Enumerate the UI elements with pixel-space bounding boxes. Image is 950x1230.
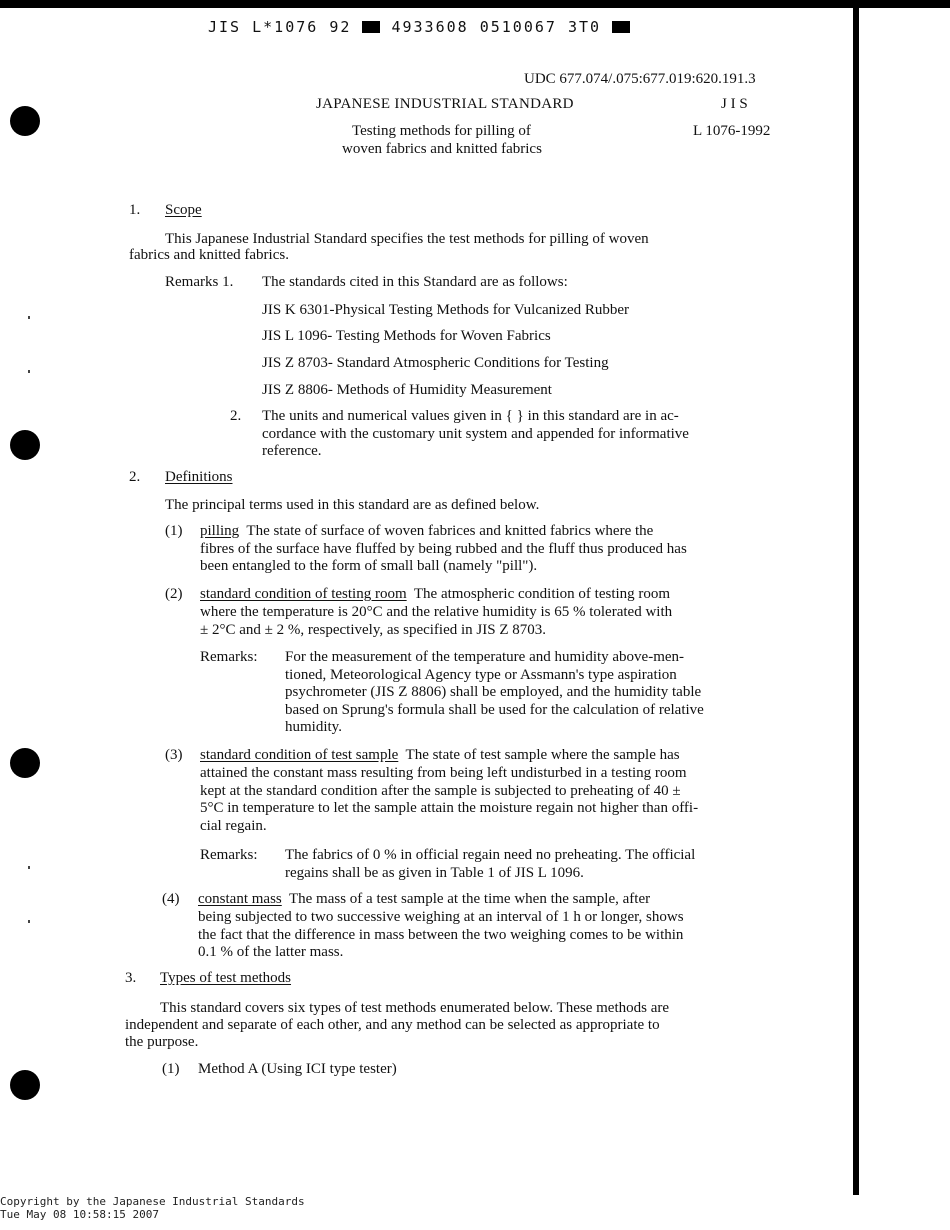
udc-number: UDC 677.074/.075:677.019:620.191.3	[524, 71, 756, 87]
copyright-line: Copyright by the Japanese Industrial Standards	[0, 1195, 305, 1208]
remark-line: reference.	[262, 443, 322, 459]
timestamp-line: Tue May 08 10:58:15 2007	[0, 1208, 159, 1221]
scan-speck	[28, 370, 30, 373]
definition-term: standard condition of test sample	[200, 747, 399, 763]
remarks-line: based on Sprung's formula shall be used for the calculation of relative	[285, 702, 704, 718]
scan-speck	[28, 866, 30, 869]
paragraph-line: This standard covers six types of test methods enumerated below. These methods are	[160, 1000, 670, 1016]
remarks-label: Remarks 1.	[165, 274, 234, 290]
black-block-icon	[612, 21, 630, 33]
definition-line: been entangled to the form of small ball (namely "pill").	[200, 558, 538, 574]
definition-text: The state of test sample where the sample has	[398, 747, 680, 763]
cited-standard: JIS Z 8703- Standard Atmospheric Conditions for Testing	[262, 355, 609, 371]
remark-number: 2.	[230, 408, 242, 424]
section-heading-definitions: Definitions	[165, 469, 233, 485]
cited-standard: JIS K 6301-Physical Testing Methods for Vulcanized Rubber	[262, 302, 630, 318]
definition-text: The state of surface of woven fabrices and knitted fabrics where the	[239, 523, 654, 539]
document-code: JIS L*1076 92	[208, 18, 352, 36]
remarks-line: The fabrics of 0 % in official regain need no preheating. The official	[285, 847, 696, 863]
remark-line: cordance with the customary unit system and appended for informative	[262, 426, 689, 442]
definition-number: (2)	[165, 586, 183, 602]
definition-term: standard condition of testing room	[200, 586, 407, 602]
standard-type: JAPANESE INDUSTRIAL STANDARD	[316, 96, 574, 112]
scan-right-border	[853, 0, 859, 1195]
definition-line: the fact that the difference in mass between the two weighing comes to be within	[198, 927, 684, 943]
punch-hole-icon	[10, 748, 40, 778]
definition-line: cial regain.	[200, 818, 267, 834]
paragraph-line: This Japanese Industrial Standard specifies the test methods for pilling of woven	[165, 231, 649, 247]
punch-hole-icon	[10, 430, 40, 460]
remarks-label: Remarks:	[200, 649, 258, 665]
paragraph-line: independent and separate of each other, and any method can be selected as appropriate to	[125, 1017, 660, 1033]
paragraph-line: the purpose.	[125, 1034, 199, 1050]
section-heading-scope: Scope	[165, 202, 202, 218]
section-number: 2.	[129, 469, 141, 485]
definition-line: being subjected to two successive weighing at an interval of 1 h or longer, shows	[198, 909, 684, 925]
jis-mark: J I S	[721, 96, 748, 112]
definition-text: The mass of a test sample at the time when the sample, after	[281, 891, 651, 907]
section-number: 3.	[125, 970, 137, 986]
definition-line: attained the constant mass resulting from being left undisturbed in a testing room	[200, 765, 687, 781]
definition-line: where the temperature is 20°C and the relative humidity is 65 % tolerated with	[200, 604, 673, 620]
definition-number: (4)	[162, 891, 180, 907]
cited-standard: JIS Z 8806- Methods of Humidity Measurement	[262, 382, 552, 398]
remarks-line: tioned, Meteorological Agency type or Assmann's type aspiration	[285, 667, 677, 683]
punch-hole-icon	[10, 106, 40, 136]
definition-term: constant mass	[198, 891, 282, 907]
title-line-2: woven fabrics and knitted fabrics	[342, 141, 542, 157]
definition-first-line	[200, 585, 670, 603]
remark-line: The units and numerical values given in { } in this standard are in ac-	[262, 408, 679, 424]
remarks-label: Remarks:	[200, 847, 258, 863]
remarks-text: The standards cited in this Standard are as follows:	[262, 274, 568, 290]
definition-text: The atmospheric condition of testing room	[406, 586, 671, 602]
section-heading-test-methods: Types of test methods	[160, 970, 292, 986]
definition-number: (1)	[165, 523, 183, 539]
punch-hole-icon	[10, 1070, 40, 1100]
paragraph-line: The principal terms used in this standard are as defined below.	[165, 497, 540, 513]
definition-line: 5°C in temperature to let the sample attain the moisture regain not higher than offi-	[200, 800, 699, 816]
scan-speck	[28, 920, 30, 923]
document-code-line	[208, 18, 630, 36]
definition-line: fibres of the surface have fluffed by being rubbed and the fluff thus produced has	[200, 541, 687, 557]
copyright-footer	[0, 1195, 305, 1221]
remarks-line: psychrometer (JIS Z 8806) shall be employed, and the humidity table	[285, 684, 702, 700]
standard-number: L 1076-1992	[693, 123, 771, 139]
remarks-line: For the measurement of the temperature and humidity above-men-	[285, 649, 685, 665]
definition-line: kept at the standard condition after the sample is subjected to preheating of 40 ±	[200, 783, 681, 799]
definition-line: 0.1 % of the latter mass.	[198, 944, 344, 960]
list-item-number: (1)	[162, 1061, 180, 1077]
definition-first-line	[198, 890, 650, 908]
paragraph-line: fabrics and knitted fabrics.	[129, 247, 289, 263]
section-number: 1.	[129, 202, 141, 218]
definition-first-line	[200, 522, 653, 540]
scan-speck	[28, 316, 30, 319]
definition-first-line	[200, 746, 680, 764]
definition-line: ± 2°C and ± 2 %, respectively, as specified in JIS Z 8703.	[200, 622, 547, 638]
black-block-icon	[362, 21, 380, 33]
title-line-1: Testing methods for pilling of	[352, 123, 531, 139]
definition-number: (3)	[165, 747, 183, 763]
remarks-line: humidity.	[285, 719, 342, 735]
document-barcode-number: 4933608 0510067 3T0	[391, 18, 602, 36]
definition-term: pilling	[200, 523, 240, 539]
scan-top-border	[0, 0, 950, 8]
list-item-text: Method A (Using ICI type tester)	[198, 1061, 397, 1077]
cited-standard: JIS L 1096- Testing Methods for Woven Fabrics	[262, 328, 551, 344]
remarks-line: regains shall be as given in Table 1 of JIS L 1096.	[285, 865, 584, 881]
